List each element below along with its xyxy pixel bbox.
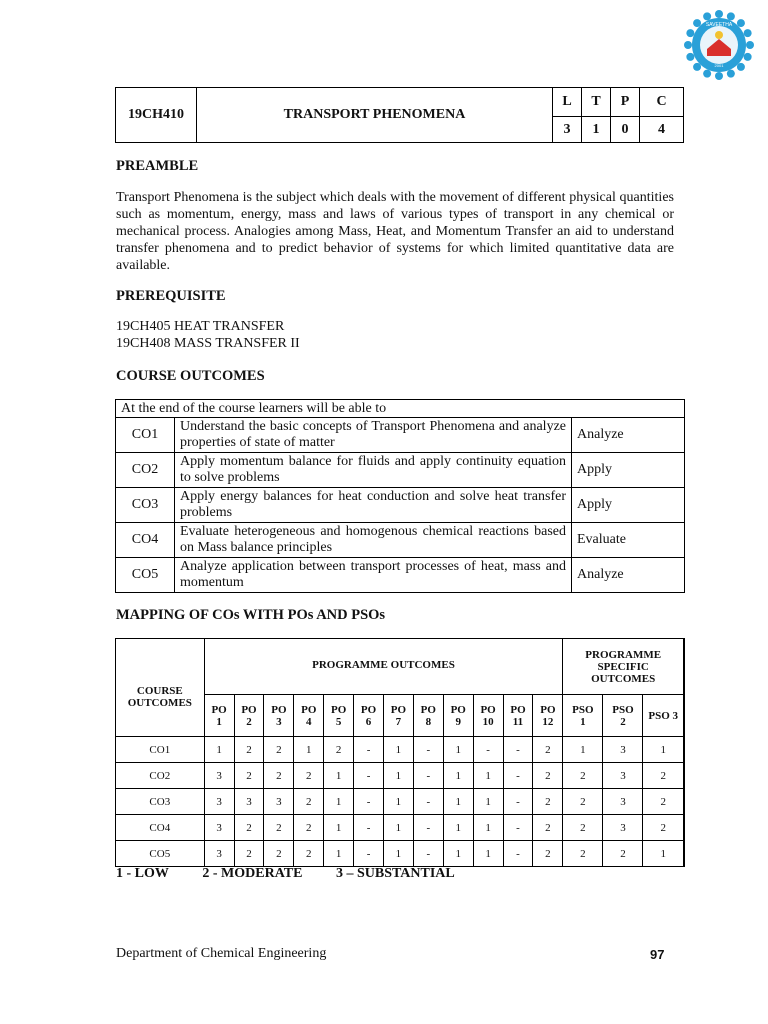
gear-tooth [686,53,694,61]
mapping-cell: 1 [204,737,234,763]
mapping-cell: 2 [234,841,264,867]
ltpc-label: P [611,88,640,117]
legend-item: 3 – SUBSTANTIAL [335,866,455,881]
gear-tooth [684,41,692,49]
mapping-cell: - [503,789,533,815]
co-level: Analyze [572,558,685,593]
mapping-cell: - [413,841,443,867]
mapping-cell: 1 [383,737,413,763]
mapping-column-header [563,695,603,737]
mapping-cell: - [503,815,533,841]
mapping-cell: 2 [603,841,643,867]
footer-department: Department of Chemical Engineering [116,946,327,961]
column-header-bottom: 2 [620,715,626,728]
mapping-cell: 2 [234,737,264,763]
column-header-bottom: 9 [455,715,461,728]
mapping-cell: - [413,789,443,815]
mapping-row [116,763,685,789]
mapping-co-header: COURSE OUTCOMES [116,639,205,737]
mapping-cell: 2 [234,763,264,789]
co-row [116,418,685,453]
co-desc: Apply energy balances for heat conduction and solve heat transfer problems [175,488,572,523]
gear-tooth [693,63,701,71]
co-row [116,558,685,593]
mapping-cell: 1 [443,763,473,789]
mapping-cell: - [354,841,384,867]
co-level: Apply [572,453,685,488]
college-logo [683,9,755,81]
co-desc: Apply momentum balance for fluids and apply continuity equation to solve problems [175,453,572,488]
column-header-bottom: 1 [216,715,222,728]
column-header-top: PO [480,703,496,716]
column-header-top: PSO 3 [648,709,679,722]
ltpc-value: 3 [553,117,582,143]
mapping-cell: 2 [643,815,684,841]
column-header-top: PO [510,703,526,716]
preamble-text: Transport Phenomena is the subject which deals with the movement of different physical quantities such as momentum, energy, mass and laws of various types of transport in any chemical or mechanical process. Analogies among Mass, Heat, and Momentum Transfer an aid to understand transfer phenomena and to predict behavior of systems for which limited quantitative data are available. [116,190,674,273]
mapping-cell: 3 [204,789,234,815]
mapping-cell: 2 [533,789,563,815]
gear-tooth [737,19,745,27]
mapping-column-header [473,695,503,737]
mapping-cell: - [354,789,384,815]
mapping-cell: 1 [294,737,324,763]
column-header-top: PSO [612,703,634,716]
mapping-cell: - [354,815,384,841]
preamble-heading: PREAMBLE [116,158,199,174]
mapping-cell: 1 [443,737,473,763]
mapping-cell: 2 [264,841,294,867]
gear-tooth [746,41,754,49]
mapping-cell: 2 [533,737,563,763]
column-header-bottom: 11 [512,715,524,728]
gear-tooth [703,12,711,20]
mapping-column-header [354,695,384,737]
column-header-bottom: 3 [276,715,282,728]
column-header-top: PO [271,703,287,716]
column-header-bottom: 10 [482,715,494,728]
mapping-column-header [383,695,413,737]
legend-item: 1 - LOW [116,866,169,881]
mapping-cell: - [413,815,443,841]
mapping-column-header [533,695,563,737]
mapping-cell: 3 [234,789,264,815]
mapping-cell: 1 [324,815,354,841]
prerequisite-item: 19CH405 HEAT TRANSFER [116,319,285,334]
prerequisite-item: 19CH408 MASS TRANSFER II [116,336,300,351]
ltpc-label: L [553,88,582,117]
mapping-column-header [503,695,533,737]
co-desc: Understand the basic concepts of Transport Phenomena and analyze properties of state of matter [175,418,572,453]
mapping-cell: 2 [294,841,324,867]
column-header-top: PO [331,703,347,716]
mapping-row-co: CO5 [116,841,205,867]
mapping-cell: 1 [473,815,503,841]
column-header-bottom: 12 [542,715,554,728]
course-code: 19CH410 [116,88,197,143]
mapping-column-header [603,695,643,737]
column-header-top: PO [390,703,407,716]
mapping-body [116,737,685,867]
gear-tooth [703,70,711,78]
mapping-table [115,638,685,867]
mapping-cell: 3 [603,763,643,789]
logo-text: SAVEETHA [705,22,733,28]
mapping-cell: 1 [324,763,354,789]
column-header-top: PO [211,703,227,716]
mapping-cell: 3 [603,789,643,815]
column-header-bottom: 2 [246,715,252,728]
co-row [116,523,685,558]
mapping-cell: 1 [383,815,413,841]
mapping-column-header [324,695,354,737]
mapping-cell: - [473,737,503,763]
mapping-cell: 1 [473,841,503,867]
mapping-row [116,737,685,763]
prerequisite-heading: PREREQUISITE [116,288,226,304]
mapping-cell: 3 [264,789,294,815]
mapping-cell: - [413,763,443,789]
co-row [116,488,685,523]
mapping-cell: 1 [443,815,473,841]
gear-tooth [715,72,723,80]
mapping-row [116,841,685,867]
mapping-cell: 2 [294,763,324,789]
co-desc: Analyze application between transport processes of heat, mass and momentum [175,558,572,593]
column-header-top: PSO [572,703,594,716]
mapping-cell: 2 [264,815,294,841]
gear-tooth [715,10,723,18]
mapping-cell: 1 [324,789,354,815]
mapping-cell: 3 [204,815,234,841]
mapping-cell: 2 [234,815,264,841]
mapping-cell: - [413,737,443,763]
logo-year: 2001 [714,63,724,68]
gear-tooth [727,70,735,78]
co-level: Evaluate [572,523,685,558]
prerequisite-list [116,318,300,352]
ltpc-value: 4 [640,117,684,143]
mapping-cell: 3 [603,737,643,763]
ltpc-value: 1 [582,117,611,143]
co-row [116,453,685,488]
legend-item: 2 - MODERATE [202,866,303,881]
mapping-pso-group-header: PROGRAMME SPECIFIC OUTCOMES [563,639,684,695]
mapping-cell: 3 [603,815,643,841]
mapping-cell: 2 [563,763,603,789]
mapping-cell: 1 [443,789,473,815]
mapping-cell: 1 [643,737,684,763]
column-header-top: PO [360,703,377,716]
mapping-cell: 1 [643,841,684,867]
column-header-bottom: 5 [335,715,342,728]
mapping-cell: 2 [294,815,324,841]
mapping-column-header [413,695,443,737]
page-number: 97 [650,947,665,962]
column-header-top: PO [450,703,466,716]
mapping-cell: 2 [563,789,603,815]
gear-tooth [693,19,701,27]
co-id: CO1 [116,418,175,453]
gear-tooth [727,12,735,20]
mapping-cell: 1 [383,789,413,815]
ltpc-value: 0 [611,117,640,143]
mapping-column-header [204,695,234,737]
column-header-top: PO [241,703,257,716]
mapping-cell: 1 [563,737,603,763]
mapping-cell: 3 [204,763,234,789]
mapping-cell: 2 [264,737,294,763]
mapping-cell: 1 [324,841,354,867]
mapping-cell: - [503,763,533,789]
mapping-column-header [443,695,473,737]
course-title: TRANSPORT PHENOMENA [197,88,553,143]
co-desc: Evaluate heterogeneous and homogenous chemical reactions based on Mass balance principles [175,523,572,558]
gear-tooth [686,29,694,37]
course-header-table [115,87,684,143]
mapping-row-co: CO3 [116,789,205,815]
mapping-cell: 2 [643,763,684,789]
mapping-cell: 2 [533,763,563,789]
co-id: CO4 [116,523,175,558]
co-id: CO2 [116,453,175,488]
column-header-bottom: 7 [395,715,402,728]
mapping-cell: 1 [383,763,413,789]
co-level: Apply [572,488,685,523]
co-id: CO3 [116,488,175,523]
column-header-bottom: 4 [306,715,312,728]
mapping-row-co: CO1 [116,737,205,763]
mapping-cell: - [354,737,384,763]
mapping-cell: - [503,841,533,867]
mapping-cell: 2 [324,737,354,763]
mapping-column-header [294,695,324,737]
mapping-cell: 2 [294,789,324,815]
course-outcomes-table [115,399,685,593]
mapping-cell: 2 [563,815,603,841]
mapping-cell: 2 [533,815,563,841]
column-header-bottom: 6 [365,715,372,728]
co-id: CO5 [116,558,175,593]
mapping-row-co: CO4 [116,815,205,841]
column-header-bottom: 8 [425,715,432,728]
mapping-cell: 2 [563,841,603,867]
gear-tooth [737,63,745,71]
column-header-top: PO [540,703,556,716]
mapping-row [116,815,685,841]
gear-tooth [744,53,752,61]
co-level: Analyze [572,418,685,453]
mapping-column-header [234,695,264,737]
ltpc-label: T [582,88,611,117]
mapping-cell: 1 [473,789,503,815]
ltpc-label: C [640,88,684,117]
co-intro: At the end of the course learners will be able to [116,400,685,418]
mapping-cell: 2 [264,763,294,789]
mapping-heading: MAPPING OF COs WITH POs AND PSOs [116,607,386,623]
mapping-row-co: CO2 [116,763,205,789]
mapping-cell: 1 [383,841,413,867]
mapping-cell: 1 [473,763,503,789]
course-outcomes-heading: COURSE OUTCOMES [116,368,265,384]
mapping-cell: 2 [533,841,563,867]
column-header-top: PO [301,703,317,716]
column-header-bottom: 1 [580,715,586,728]
mapping-column-header [643,695,684,737]
logo-sun-icon [715,31,723,39]
mapping-row [116,789,685,815]
mapping-cell: 1 [443,841,473,867]
mapping-cell: - [503,737,533,763]
column-header-top: PO [420,703,436,716]
mapping-cell: - [354,763,384,789]
mapping-cell: 2 [643,789,684,815]
mapping-cell: 3 [204,841,234,867]
legend [116,866,485,882]
gear-tooth [744,29,752,37]
mapping-po-group-header: PROGRAMME OUTCOMES [204,639,563,695]
mapping-column-header [264,695,294,737]
